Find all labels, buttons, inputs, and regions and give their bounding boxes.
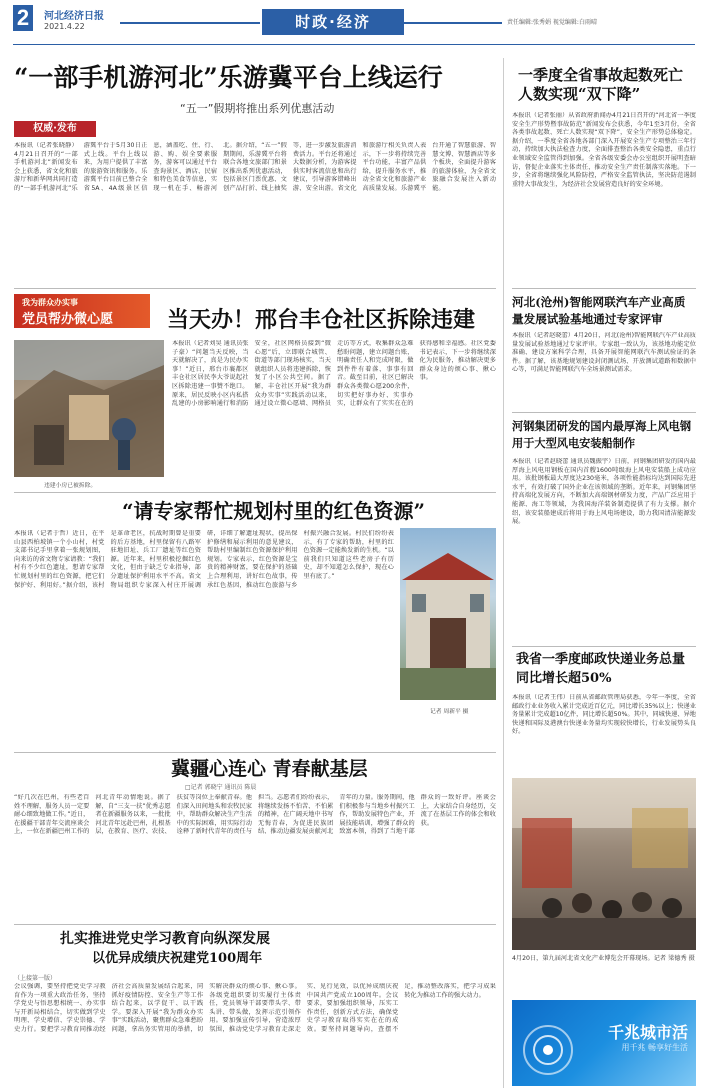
- demolition-photo: [14, 340, 164, 477]
- masthead: [0, 0, 708, 52]
- masthead-divider: [13, 44, 695, 45]
- ad-signal-icon: [518, 1020, 578, 1080]
- banner-line2: 党员帮办微心愿: [22, 312, 114, 327]
- sidebar-story2-body: 本报讯（记者赵晓蕾）4月20日，河北(沧州)智能网联汽车产业高质量发展试验基地通过专家评审。专家组一致认为，该基地功能定位准确、建设方案科学合理，具备开展智能网联汽车测试验证的条件。据了解，该基地规划建设封闭测试场、开放测试道路和数据中心等，可满足智能网联汽车全场景测试需求。: [512, 332, 696, 374]
- masthead-right-line: [404, 22, 502, 24]
- ad-headline: 千兆城市活: [607, 1023, 688, 1042]
- column-divider-right: [503, 58, 504, 1088]
- telecom-ad: [512, 1000, 696, 1086]
- banner-line1: 我为群众办实事: [22, 298, 78, 307]
- campaign-banner: [14, 294, 150, 328]
- memorial-building-icon: [400, 528, 496, 700]
- demolition-scene-icon: [14, 340, 164, 477]
- authority-badge: [14, 121, 96, 137]
- story5-subhead: 以优异成绩庆祝建党100周年: [92, 951, 263, 966]
- badge-label: 权威·发布: [33, 123, 77, 134]
- sidebar-story4-headline: 我省一季度邮政快递业务总量同比增长超50%: [516, 652, 686, 686]
- expo-crowd-icon: [512, 778, 696, 950]
- sidebar-rule-3: [512, 646, 696, 647]
- story2-top-rule: [14, 288, 496, 289]
- sidebar-story4-body: 本报讯（记者王伟）日前从省邮政管理局获悉，今年一季度，全省邮政行业业务收入累计完成近百亿元，同比增长35%以上；快递业务量累计完成超10亿件，同比增长超50%。其中，同城快递、异地快递和国际及港澳台快递业务量均实现较快增长，行业发展势头良好。: [512, 694, 696, 736]
- demolition-photo-caption: 违建小房已被拆除。: [44, 483, 97, 489]
- story4-byline: □记者 郭晓宁 通讯员 陈晨: [185, 784, 257, 791]
- story5-headline: 扎实推进党史学习教育向纵深发展: [60, 931, 270, 947]
- lead-subhead: “五一”假期将推出系列优惠活动: [180, 102, 335, 115]
- story5-top-rule: [14, 924, 496, 925]
- story3-body: 本报讯（记者于哲）近日，在平山县西柏坡镇一个小山村，村党支部书记手里拿着一张规划图，向来访的省文物专家请教：“我们村有不少红色遗址，想请专家帮忙规划村里的红色资源，把它们保护好、利用好。”据介绍，该村是革命老区，抗战时期曾是重要的后方基地，村里保留有八路军驻地旧址、兵工厂遗址等红色资源。近年来，村里积极挖掘红色文化，但由于缺乏专业指导，部分遗址保护利用水平不高。省文物局组织专家深入村庄开展调研，详细了解遗址现状，提出保护修缮和展示利用的意见建议，帮助村里编制红色资源保护利用规划。专家表示，红色资源是宝贵的精神财富，要在保护的基础上合理利用，讲好红色故事，传承红色基因，推动红色旅游与乡村振兴融合发展。村民们纷纷表示，有了专家的帮助，村里的红色资源一定能焕发新的生机。“以前我们只知道这些老房子有历史，却不知道怎么保护，现在心里有底了。”: [14, 530, 394, 589]
- page-number: 2: [13, 5, 33, 31]
- issue-date: 2021.4.22: [44, 22, 85, 31]
- story2-headline: 当天办！邢台丰仓社区拆除违建: [167, 307, 476, 333]
- sidebar-rule-2: [512, 412, 696, 413]
- story2-body: 本报讯（记者刘昊 通讯员张子豪）“问题当天反映，当天就解决了，真是为民办实事！”近日，邢台市襄都区丰仓社区居民李大爷说起社区拆除违建一事赞不绝口。原来，居民反映小区内私搭乱建的小房影响通行和消防安全，社区网格员接到“微心愿”后，立即联合城管、街道等部门现场核实，当天就组织人员将违建拆除，恢复了小区公共空间。据了解，丰仓社区开展“我为群众办实事”实践活动以来，通过设立微心愿墙、网格员走访等方式，收集群众急难愁盼问题，建立问题台账，明确责任人和完成时限，做到件件有着落、事事有回音。截至目前，社区已解决群众各类微心愿200余件，切实把好事办好、实事办实，让群众有了实实在在的获得感和幸福感。社区党委书记表示，下一步将继续深化为民服务，推动解决更多群众身边的烦心事、揪心事。: [172, 340, 496, 408]
- editor-credits: 责任编辑:张秀娟 视觉编辑:白雨晴: [507, 19, 597, 26]
- lead-body: 本报讯（记者张晓静）4月21日召开的“一部手机游河北”新闻发布会上获悉，省文化和旅游厅和新华网共同打造的“一部手机游河北”乐游冀平台于5月30日正式上线。平台上线以来，为用户提供了丰富的旅游资讯和服务。乐游冀平台目前已整合全省5A、4A级景区信息，涵盖吃、住、行、游、购、娱全要素服务，游客可以通过平台查询景区、酒店、民宿和特色美食等信息，实现一机在手、畅游河北。据介绍，“五一”假期期间，乐游冀平台将联合各地文旅部门和景区推出系列优惠活动，包括景区门票优惠、文创产品打折、线上抽奖等，进一步激发旅游消费活力。平台还将通过大数据分析，为游客提供实时客流信息和出行建议，引导游客错峰出游、安全出游。省文化和旅游厅相关负责人表示，下一步将持续完善平台功能，丰富产品供给，提升服务水平，推动全省文化和旅游产业高质量发展。乐游冀平台开通了智慧旅游、智慧文博、智慧酒店等多个板块，全面提升游客的旅游体验，为全省文旅融合发展注入新动能。: [14, 142, 496, 192]
- story3-headline: “请专家帮忙规划村里的红色资源”: [122, 499, 426, 523]
- sidebar-story3-headline: 河钢集团研发的国内最厚海上风电钢用于大型风电安装船制作: [512, 419, 692, 450]
- sidebar-story1-headline: 一季度全省事故起数死亡人数实现“双下降”: [518, 66, 684, 103]
- story4-top-rule: [14, 752, 496, 753]
- sidebar-rule-1: [512, 288, 696, 289]
- story4-body: “好几次在巴州，有些老百姓不理解，服务人员一定要耐心细致地做工作。”近日，在援疆干部青年交流座谈会上，一位在新疆巴州工作的河北青年动情地说。据了解，自“三支一扶”优秀志愿者在新疆服务以来，一批批河北青年远赴巴州，扎根基层，在教育、医疗、农技、扶贫等岗位上奉献青春。他们深入田间地头和农牧民家中，帮助群众解决生产生活中的实际困难，用实际行动诠释了新时代青年的责任与担当。志愿者们纷纷表示，将继续发扬不怕苦、不怕累的精神，在广阔天地中书写无悔青春，为促进民族团结、推动边疆发展贡献河北青年的力量。服务期间，他们积极参与当地乡村振兴工作，帮助发展特色产业，开展技能培训，增强了群众的致富本领，得到了当地干部群众的一致好评。座谈会上，大家结合自身经历，交流了在基层工作的体会和收获。: [14, 794, 496, 836]
- story5-lead-tag: （上接第一版）: [14, 975, 57, 982]
- expo-photo: [512, 778, 696, 950]
- expo-photo-caption: 4月20日，第九届河北省文化产业博览会开幕现场。记者 梁德秀 摄: [512, 955, 695, 962]
- paper-name: 河北经济日报: [44, 11, 104, 22]
- sidebar-story1-body: 本报讯（记者张丽）从省政府新闻办4月21日召开的“河北省一季度安全生产形势暨事故防范”新闻发布会获悉，今年1至3月份，全省各类事故起数、死亡人数实现“双下降”，安全生产形势总体稳定。据介绍，一季度全省各地各部门深入开展安全生产专项整治三年行动，持续加大执法检查力度，全面排查整治各类安全隐患，重点行业领域安全监管得到加强。全省各级安委会办公室组织开展明查暗访，督促企业落实主体责任，推动安全生产责任制落实落地。下一步，全省将继续强化风险防控，严格安全监管执法，坚决防范遏制重特大事故发生，为经济社会发展营造良好的安全环境。: [512, 112, 696, 188]
- story3-top-rule: [14, 492, 496, 493]
- lead-headline: “一部手机游河北”乐游冀平台上线运行: [14, 63, 443, 92]
- story4-headline: 冀疆心连心 青春献基层: [171, 758, 368, 780]
- sidebar-story3-body: 本报讯（记者赵晓蕾 通讯员魏振宇）日前，河钢集团研发的国内最厚海上风电用钢板在国内首艘1600吨级海上风电安装船上成功应用。该批钢板最大厚度达230毫米，各项性能指标均达到国际先进水平，有效打破了国外企业在该领域的垄断。近年来，河钢集团坚持高端化发展方向，不断加大高端钢材研发力度，产品广泛应用于能源、海工等领域，为我国海洋装备制造提供了有力支撑。据介绍，该安装船建成后将用于海上风电场建设，助力我国清洁能源发展。: [512, 458, 696, 526]
- red-site-photo-credit: 记者 周新平 摄: [430, 709, 469, 715]
- ad-slogan: 用千兆 畅享好生活: [621, 1043, 688, 1052]
- story5-body: 会议强调，要坚持把党史学习教育作为一项重大政治任务，坚持学党史与悟思想相统一、办实事与开新局相结合，切实做到学史明理、学史增信、学史崇德、学史力行。要把学习教育同推动经济社会高质量发展结合起来，同抓好疫情防控、安全生产等工作结合起来，以学促干、以干践学。要深入开展“我为群众办实事”实践活动，聚焦群众急难愁盼问题，拿出务实管用的举措，切实解决群众的烦心事、揪心事。各级党组织要切实履行主体责任，党员领导干部要带头学、带头讲、带头做，发挥示范引领作用。要加强宣传引导，营造浓厚氛围，推动党史学习教育走深走实、见行见效，以优异成绩庆祝中国共产党成立100周年。会议要求，要加强组织领导，压实工作责任，创新方式方法，确保党史学习教育取得实实在在的成效。要坚持问题导向，查摆不足，推动整改落实，把学习成果转化为推动工作的强大动力。: [14, 983, 496, 1033]
- section-title: 时政·经济: [262, 9, 404, 35]
- masthead-left-line: [120, 22, 260, 24]
- red-site-photo: [400, 528, 496, 700]
- sidebar-story2-headline: 河北(沧州)智能网联汽车产业高质量发展试验基地通过专家评审: [512, 295, 686, 326]
